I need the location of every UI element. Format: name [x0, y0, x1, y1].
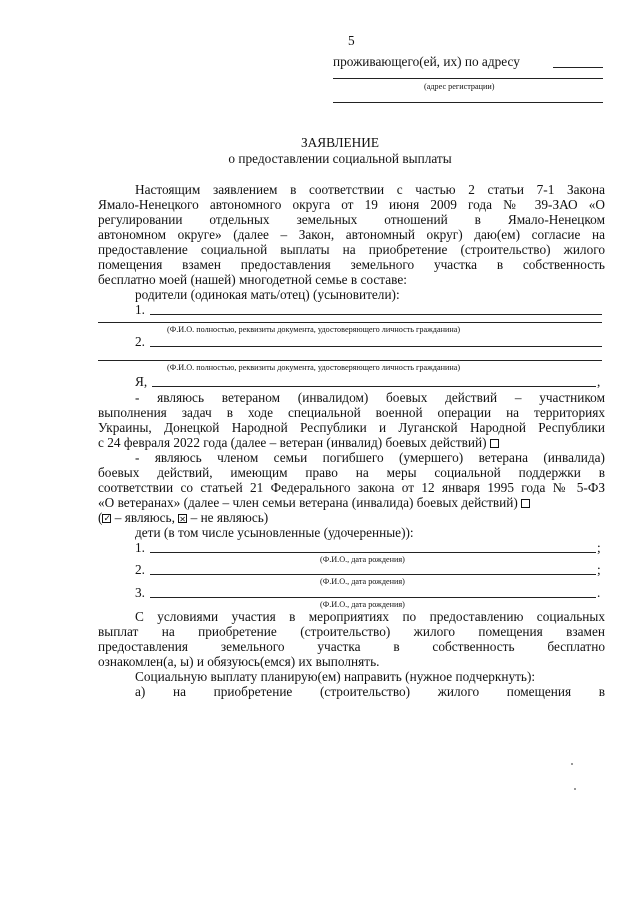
veteran-line-4: с 24 февраля 2022 года (далее – ветеран (инвалид) боевых действий) — [98, 435, 487, 450]
page-number: 5 — [348, 33, 355, 48]
parent-1-field[interactable] — [150, 314, 602, 315]
child-3-number: 3. — [135, 585, 145, 600]
child-3-end: . — [597, 585, 601, 600]
address-label: проживающего(ей, их) по адресу — [333, 54, 520, 69]
intro-line-5: предоставление социальной выплаты на приобретение (строительство) жилого — [98, 242, 605, 257]
conditions-line-1: С условиями участия в мероприятиях по предоставлению социальных — [135, 609, 605, 624]
parent-2-field-line2[interactable] — [98, 360, 602, 361]
conditions-line-3: предоставления земельного участка в собственность бесплатно — [98, 639, 605, 654]
conditions-line-2: выплат на приобретение (строительство) жилого помещения взамен — [98, 624, 605, 639]
family-member-checkbox[interactable] — [521, 499, 530, 508]
veteran-checkbox[interactable] — [490, 439, 499, 448]
children-label: дети (в том числе усыновленные (удочеренные)): — [135, 525, 414, 540]
parent-1-caption: (Ф.И.О. полностью, реквизиты документа, удостоверяющего личность гражданина) — [167, 325, 461, 334]
conditions-line-4: ознакомлен(а, ы) и обязуюсь(емся) их выполнять. — [98, 654, 380, 669]
child-2-number: 2. — [135, 562, 145, 577]
parents-label: родители (одинокая мать/отец) (усыновители): — [135, 287, 400, 302]
parent-2-number: 2. — [135, 334, 145, 349]
child-1-field[interactable] — [150, 552, 596, 553]
ya-label: Я, — [135, 374, 148, 389]
intro-line-4: автономном округе» (далее – Закон, автономный округ) даю(ем) согласие на — [98, 227, 605, 242]
child-1-caption: (Ф.И.О., дата рождения) — [320, 555, 405, 564]
scan-speck — [574, 788, 576, 790]
intro-line-2: Ямало-Ненецкого автономного округа от 19 июня 2009 года № 39-ЗАО «О — [98, 197, 605, 212]
intro-line-6: помещения взамен предоставления земельного участка в собственность — [98, 257, 605, 272]
intro-line-3: регулировании отдельных земельных отношений в Ямало-Ненецком — [98, 212, 605, 227]
child-2-caption: (Ф.И.О., дата рождения) — [320, 577, 405, 586]
parent-1-field-line2[interactable] — [98, 322, 602, 323]
family-line-1: - являюсь членом семьи погибшего (умершего) ветерана (инвалида) — [135, 450, 605, 465]
direction-label: Социальную выплату планирую(ем) направить (нужное подчеркнуть): — [135, 669, 536, 684]
child-2-end: ; — [597, 562, 601, 577]
legend-open-paren: ( — [98, 510, 103, 525]
address-line-3[interactable] — [333, 102, 603, 103]
child-1-end: ; — [597, 540, 601, 555]
child-3-caption: (Ф.И.О., дата рождения) — [320, 600, 405, 609]
intro-line-1: Настоящим заявлением в соответствии с частью 2 статьи 7-1 Закона — [135, 182, 605, 197]
page-title: ЗАЯВЛЕНИЕ — [301, 135, 379, 150]
page-subtitle: о предоставлении социальной выплаты — [228, 151, 452, 166]
parent-1-number: 1. — [135, 302, 145, 317]
address-caption: (адрес регистрации) — [424, 82, 495, 91]
ya-field[interactable] — [152, 386, 596, 387]
address-line-2[interactable] — [333, 78, 603, 79]
child-2-field[interactable] — [150, 574, 596, 575]
address-line-1[interactable] — [553, 67, 603, 68]
family-line-2: боевых действий, имеющим право на меры социальной поддержки в — [98, 465, 605, 480]
legend-yes: – являюсь, — [114, 510, 175, 525]
veteran-line-1: - являюсь ветераном (инвалидом) боевых действий – участником — [135, 390, 605, 405]
veteran-line-2: выполнения задач в ходе специальной военной операции на территориях — [98, 405, 605, 420]
family-line-4: «О ветеранах» (далее – член семьи ветерана (инвалида) боевых действий) — [98, 495, 518, 510]
checked-box-icon — [102, 514, 111, 523]
family-line-3: соответствии со статьей 21 Федерального закона от 12 января 1995 года № 5-ФЗ — [98, 480, 605, 495]
legend-no: – не являюсь) — [190, 510, 269, 525]
child-3-field[interactable] — [150, 597, 596, 598]
parent-2-caption: (Ф.И.О. полностью, реквизиты документа, удостоверяющего личность гражданина) — [167, 363, 461, 372]
crossed-box-icon — [178, 514, 187, 523]
intro-line-7: бесплатно моей (нашей) многодетной семье в составе: — [98, 272, 407, 287]
ya-comma: , — [597, 374, 601, 389]
child-1-number: 1. — [135, 540, 145, 555]
veteran-line-3: Украины, Донецкой Народной Республики и Луганской Народной Республики — [98, 420, 605, 435]
option-a[interactable]: а) на приобретение (строительство) жилого помещения в — [135, 684, 605, 699]
parent-2-field[interactable] — [150, 346, 602, 347]
scan-speck — [571, 763, 573, 765]
